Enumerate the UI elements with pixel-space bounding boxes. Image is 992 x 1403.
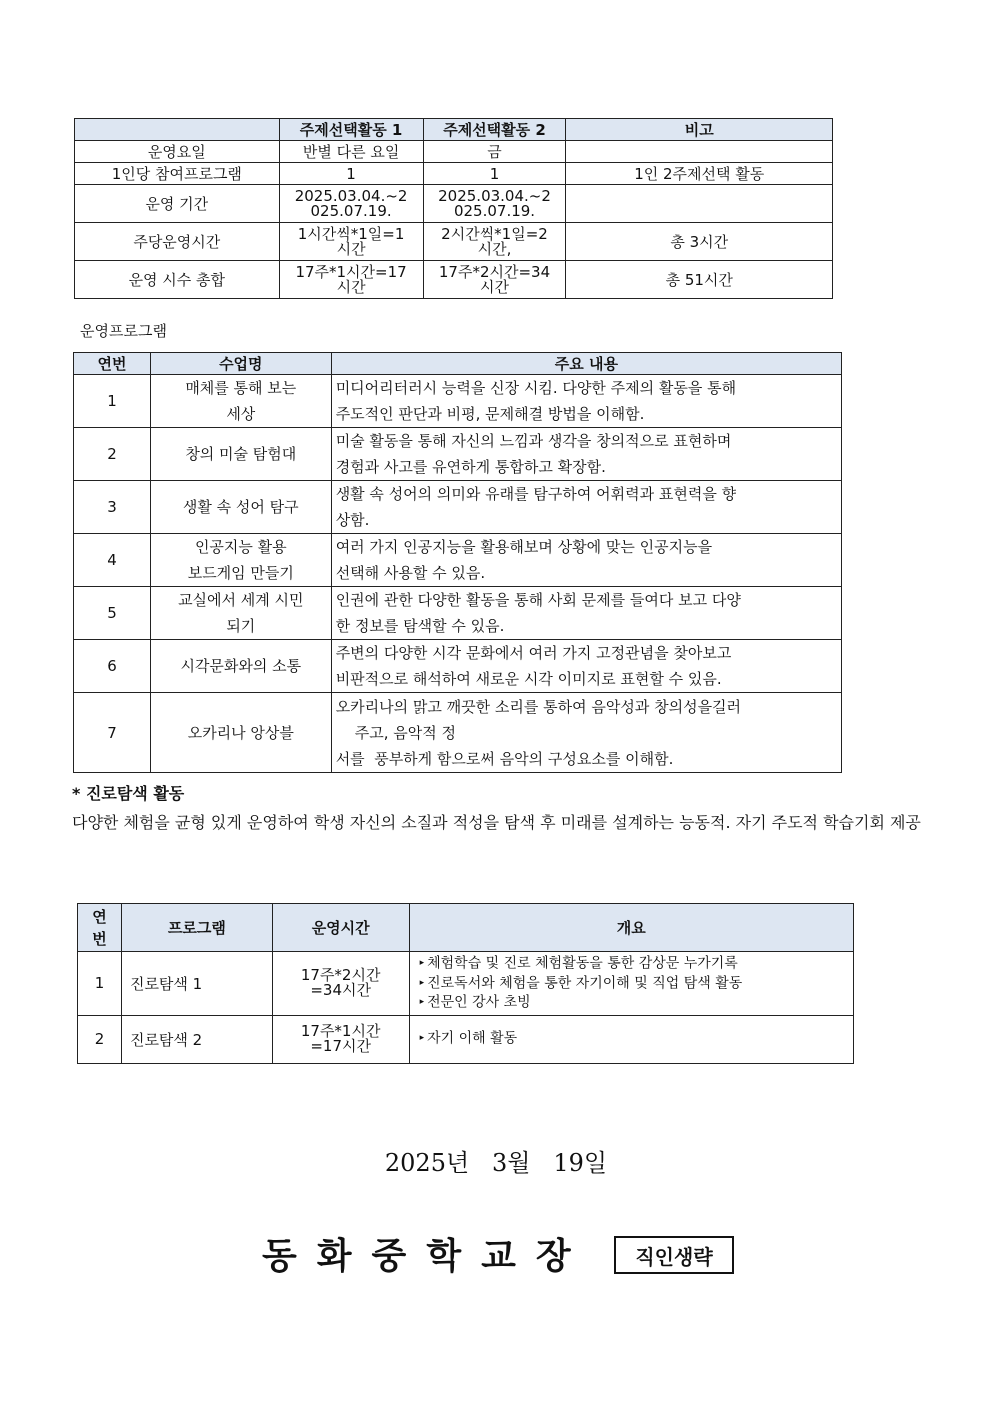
note-cell: 총 51시간: [566, 261, 833, 299]
program-table: [73, 352, 842, 773]
activity2-cell: 1: [423, 163, 566, 185]
activity1-cell: 2025.03.04.~2 025.07.19.: [279, 185, 423, 223]
activity1-cell: 1시간씩*1일=1 시간: [279, 223, 423, 261]
class-content: 여러 가지 인공지능을 활용해보며 상황에 맞는 인공지능을 선택해 사용할 수 있음.: [331, 534, 841, 587]
table-header-cell: 비고: [566, 119, 833, 141]
class-content: 인권에 관한 다양한 활동을 통해 사회 문제를 들여다 보고 다양 한 정보를 탐색할 수 있음.: [331, 587, 841, 640]
table-header-cell: 연 번: [78, 904, 122, 952]
program-name: 진로탐색 1: [121, 952, 272, 1016]
row-number: 2: [74, 428, 151, 481]
class-content: 미술 활동을 통해 자신의 느낌과 생각을 창의적으로 표현하며 경험과 사고를 유연하게 통합하고 확장함.: [331, 428, 841, 481]
career-section-description: 다양한 체험을 균형 있게 운영하여 학생 자신의 소질과 적성을 탐색 후 미래를 설계하는 능동적. 자기 주도적 학습기회 제공: [72, 813, 921, 832]
list-item: ▸ 진로독서와 체험을 통한 자기이해 및 직업 탐색 활동: [419, 975, 743, 991]
table-header-cell: [75, 119, 280, 141]
table-row: [75, 261, 833, 299]
list-item: ▸ 체험학습 및 진로 체험활동을 통한 감상문 누가기록: [419, 955, 738, 972]
activity2-cell: 금: [423, 141, 566, 163]
row-number: 3: [74, 481, 151, 534]
row-label: 1인당 참여프로그램: [75, 163, 280, 185]
overview-list: [409, 1015, 853, 1063]
class-content: 주변의 다양한 시각 문화에서 여러 가지 고정관념을 찾아보고 비판적으로 해석하여 새로운 시각 이미지로 표현할 수 있음.: [331, 640, 841, 693]
table-header-cell: 개요: [409, 904, 853, 952]
activity2-cell: 2025.03.04.~2 025.07.19.: [423, 185, 566, 223]
class-name: 시각문화와의 소통: [150, 640, 331, 693]
career-table: [77, 903, 854, 1064]
table-row: [74, 587, 842, 640]
class-name: 인공지능 활용 보드게임 만들기: [150, 534, 331, 587]
row-number: 1: [74, 375, 151, 428]
class-content: 오카리나의 맑고 깨끗한 소리를 통하여 음악성과 창의성을길러 주고, 음악적 정 서를 풍부하게 함으로써 음악의 구성요소를 이해함.: [331, 693, 841, 773]
program-section-label: 운영프로그램: [80, 322, 167, 340]
table-row: [74, 481, 842, 534]
class-content: 미디어리터러시 능력을 신장 시킴. 다양한 주제의 활동을 통해 주도적인 판단과 비평, 문제해결 방법을 이해함.: [331, 375, 841, 428]
bullet-icon: ▸: [419, 958, 425, 968]
list-item: ▸ 전문인 강사 초빙: [419, 994, 531, 1011]
row-number: 5: [74, 587, 151, 640]
document-date: 2025년 3월 19일: [384, 1149, 608, 1177]
row-number: 2: [78, 1015, 122, 1063]
table-row: [74, 640, 842, 693]
table-row: [75, 185, 833, 223]
operating-time: 17주*1시간 =17시간: [272, 1015, 409, 1063]
principal-signature: 동화중학교장: [262, 1235, 591, 1277]
class-name: 창의 미술 탐험대: [150, 428, 331, 481]
table-row: [74, 375, 842, 428]
table-header-cell: 연번: [74, 353, 151, 375]
table-row: [75, 163, 833, 185]
bullet-icon: ▸: [419, 977, 425, 988]
note-cell: 총 3시간: [566, 223, 833, 261]
table-header-cell: 주제선택활동 2: [423, 119, 566, 141]
activity-summary-table: [74, 118, 833, 299]
row-number: 4: [74, 534, 151, 587]
table-row: [75, 223, 833, 261]
note-cell: [566, 185, 833, 223]
list-item: ▸ 자기 이해 활동: [419, 1030, 518, 1047]
table-row: [78, 952, 854, 1016]
row-number: 6: [74, 640, 151, 693]
class-name: 매체를 통해 보는 세상: [150, 375, 331, 428]
note-cell: 1인 2주제선택 활동: [566, 163, 833, 185]
class-name: 생활 속 성어 탐구: [150, 481, 331, 534]
class-content: 생활 속 성어의 의미와 유래를 탐구하여 어휘력과 표현력을 향 상함.: [331, 481, 841, 534]
row-number: 7: [74, 693, 151, 773]
bullet-icon: ▸: [419, 997, 425, 1007]
class-name: 오카리나 앙상블: [150, 693, 331, 773]
class-name: 교실에서 세계 시민 되기: [150, 587, 331, 640]
table-row: [75, 141, 833, 163]
activity1-cell: 17주*1시간=17 시간: [279, 261, 423, 299]
row-label: 운영 시수 총합: [75, 261, 280, 299]
official-seal-omitted: 직인생략: [614, 1236, 734, 1274]
row-label: 운영요일: [75, 141, 280, 163]
note-cell: [566, 141, 833, 163]
activity2-cell: 17주*2시간=34 시간: [423, 261, 566, 299]
row-label: 운영 기간: [75, 185, 280, 223]
table-row: [74, 428, 842, 481]
table-header-cell: 주제선택활동 1: [279, 119, 423, 141]
table-header-cell: 운영시간: [272, 904, 409, 952]
activity2-cell: 2시간씩*1일=2 시간,: [423, 223, 566, 261]
table-row: [74, 534, 842, 587]
table-header-cell: 수업명: [150, 353, 331, 375]
table-row: [78, 1015, 854, 1063]
row-label: 주당운영시간: [75, 223, 280, 261]
program-name: 진로탐색 2: [121, 1015, 272, 1063]
bullet-icon: ▸: [419, 1033, 425, 1044]
activity1-cell: 반별 다른 요일: [279, 141, 423, 163]
activity1-cell: 1: [279, 163, 423, 185]
table-row: [74, 693, 842, 773]
career-section-title: * 진로탐색 활동: [72, 784, 185, 803]
table-header-cell: 프로그램: [121, 904, 272, 952]
row-number: 1: [78, 952, 122, 1016]
table-header-cell: 주요 내용: [331, 353, 841, 375]
overview-list: [409, 952, 853, 1016]
operating-time: 17주*2시간 =34시간: [272, 952, 409, 1016]
